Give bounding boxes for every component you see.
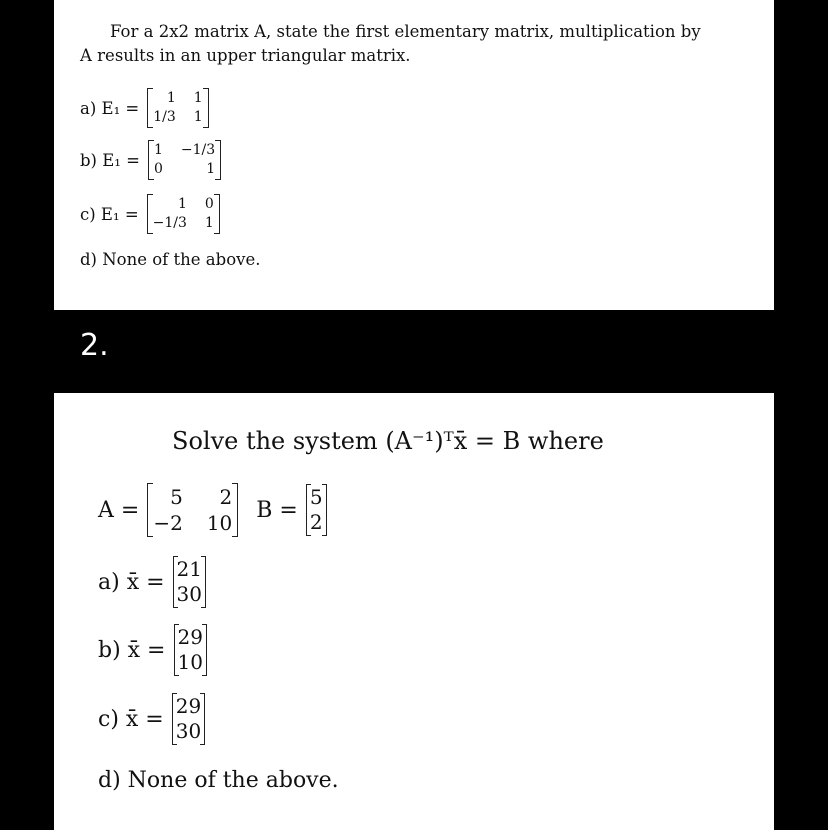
vector-cell: 21 [176,557,202,581]
option-label: b) E₁ = [80,150,140,170]
matrix-cell: 1 [206,161,216,177]
matrix-cell: 1 [204,215,214,231]
matrix-cell: −1/3 [180,142,216,158]
matrix-cell: −2 [153,511,183,535]
vector-B-label: B = [256,497,298,523]
question-2-option-b[interactable] [98,624,207,676]
matrix-cell: 1 [166,90,176,106]
given-matrices [98,483,327,537]
matrix-cell: −1/3 [152,215,187,231]
option-label: a) E₁ = [80,98,140,118]
vector-cell: 29 [177,625,203,649]
matrix-A [147,483,238,537]
vector [173,556,206,608]
matrix-A-label: A = [98,497,140,523]
question-1-line-2: A results in an upper triangular matrix. [80,46,411,65]
vector-B [306,484,327,536]
question-2-option-c[interactable] [98,693,205,745]
vector-cell: 5 [309,485,323,509]
vector [174,624,207,676]
matrix [147,194,220,234]
matrix-cell: 10 [206,511,233,535]
matrix-cell: 1/3 [153,109,176,125]
vector-cell: 2 [309,510,323,534]
question-2-option-d[interactable] [98,768,339,793]
matrix-cell: 5 [170,485,183,509]
question-1-option-a[interactable] [80,88,209,128]
matrix-cell: 0 [153,161,163,177]
question-1-option-c[interactable] [80,194,220,234]
matrix-cell: 1 [193,109,203,125]
option-label: d) None of the above. [80,250,261,269]
matrix [148,140,221,180]
option-label: c) E₁ = [80,204,139,224]
matrix-cell: 2 [219,485,233,509]
vector [172,693,205,745]
matrix [147,88,208,128]
matrix-cell: 1 [178,196,187,212]
question-1-option-b[interactable] [80,140,221,180]
question-2-option-a[interactable] [98,556,206,608]
question-1-line-1: For a 2x2 matrix A, state the first elementary matrix, multiplication by [110,22,701,41]
matrix-cell: 1 [153,142,163,158]
question-1-panel [54,0,774,310]
option-label: a) x̄ = [98,569,165,595]
option-label: d) None of the above. [98,768,339,793]
vector-cell: 30 [176,582,202,606]
matrix-cell: 0 [204,196,214,212]
question-number: 2. [80,328,109,363]
question-1-text [80,20,750,68]
question-1-option-d[interactable] [80,250,260,269]
vector-cell: 10 [177,650,203,674]
question-2-title: Solve the system (A⁻¹)ᵀx̄ = B where [172,427,604,455]
question-2-panel [54,393,774,830]
option-label: b) x̄ = [98,637,166,663]
vector-cell: 30 [175,719,202,743]
matrix-cell: 1 [193,90,203,106]
option-label: c) x̄ = [98,706,164,732]
vector-cell: 29 [175,694,202,718]
